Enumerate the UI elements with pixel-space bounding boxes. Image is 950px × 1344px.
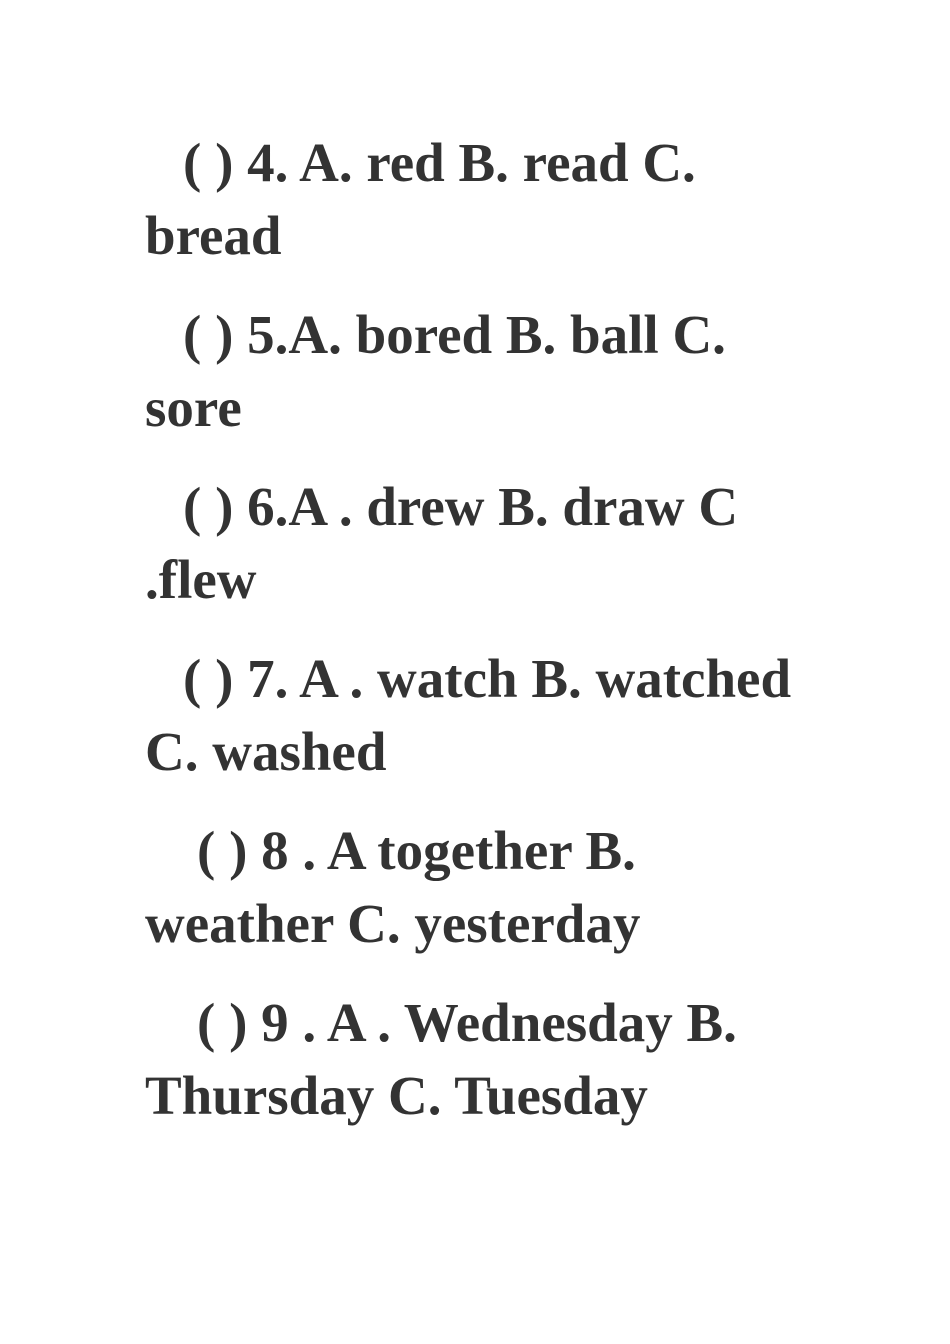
question-8: ( ) 8 . A together B. weather C. yesterday (145, 820, 641, 954)
question-7: ( ) 7. A . watch B. watched C. washed (145, 648, 792, 782)
question-list (145, 126, 810, 1158)
question-5: ( ) 5.A. bored B. ball C. sore (145, 304, 726, 438)
question-4: ( ) 4. A. red B. read C. bread (145, 132, 696, 266)
question-9: ( ) 9 . A . Wednesday B. Thursday C. Tuesday (145, 992, 737, 1126)
question-6: ( ) 6.A . drew B. draw C .flew (145, 476, 739, 610)
